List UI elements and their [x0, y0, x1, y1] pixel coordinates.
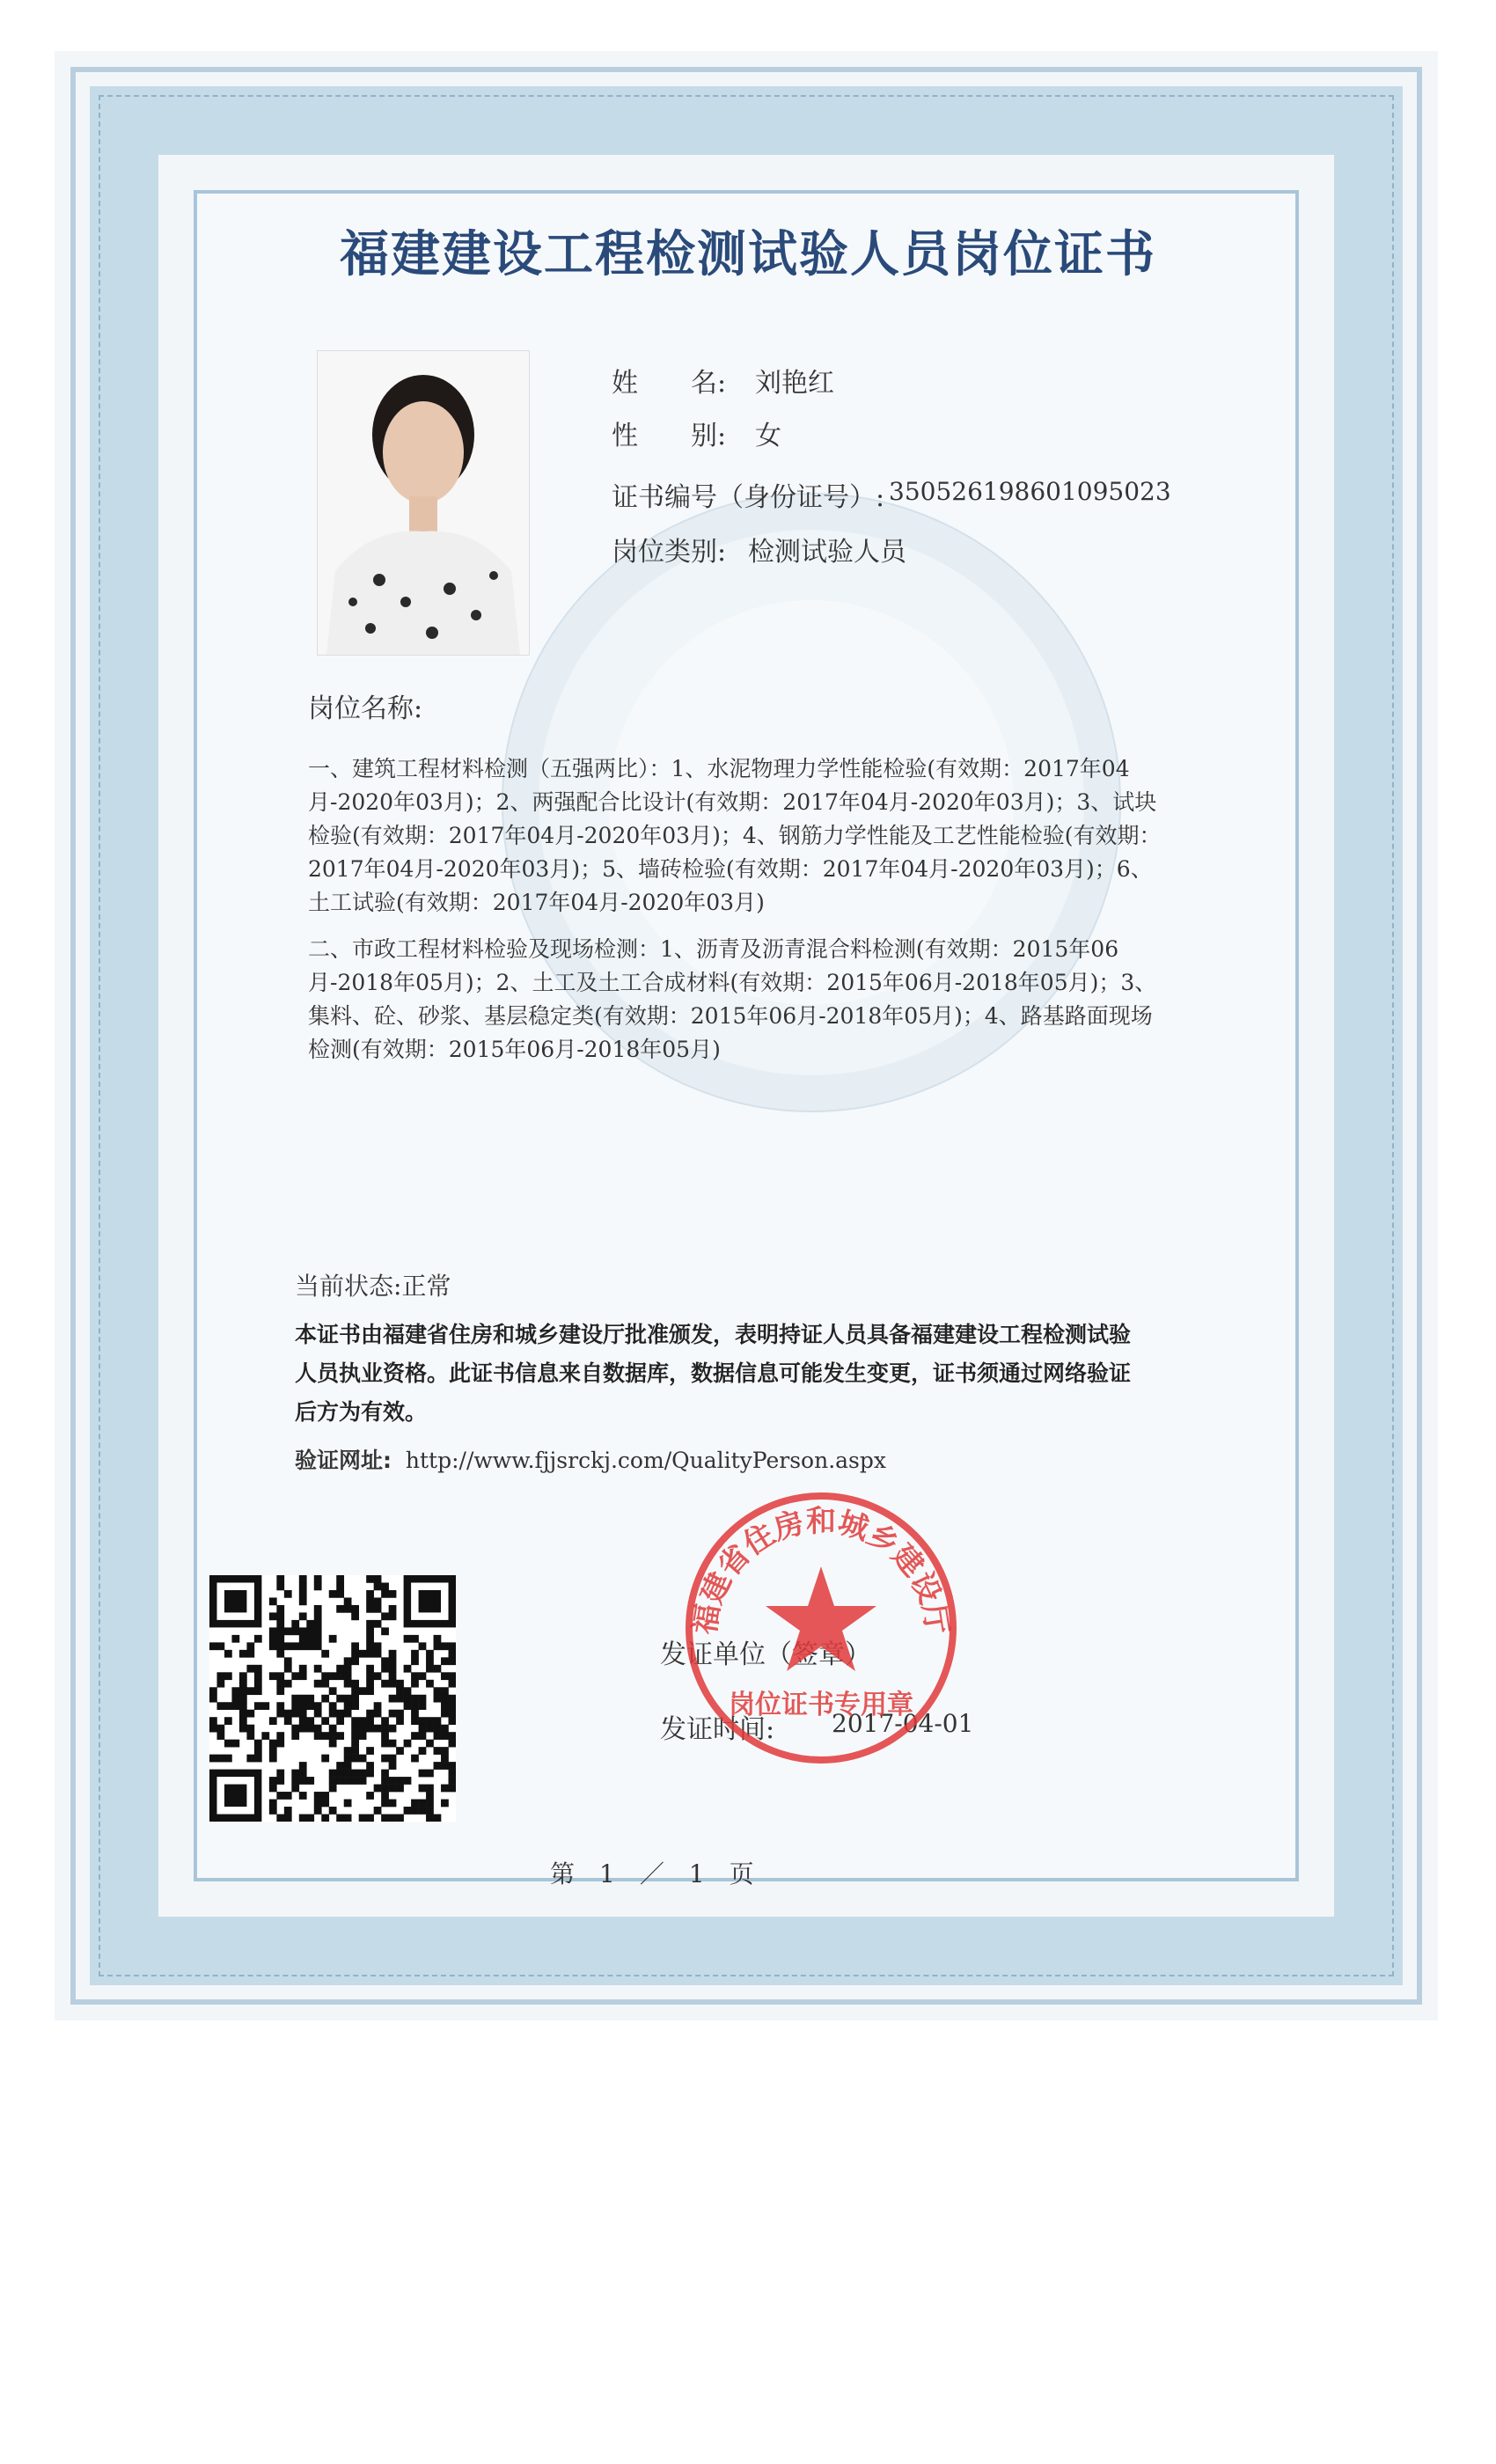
gender-label: 性 别: — [612, 421, 727, 451]
cert-no-label: 证书编号（身份证号）: — [612, 482, 885, 513]
verify-url[interactable]: http://www.fjjsrckj.com/QualityPerson.aspx — [405, 1448, 886, 1473]
page-number: 第 1 ／ 1 页 — [550, 1859, 754, 1888]
issuer-label: 发证单位（签章） — [660, 1639, 871, 1670]
gender-value: 女 — [755, 421, 781, 451]
category-value: 检测试验人员 — [748, 537, 906, 568]
certificate-title: 福建建设工程检测试验人员岗位证书 — [340, 226, 1156, 283]
verify-label: 验证网址: — [295, 1448, 392, 1473]
qr-code[interactable] — [209, 1575, 456, 1822]
certificate-notice: 本证书由福建省住房和城乡建设厅批准颁发，表明持证人员具备福建建设工程检测试验人员执业资格。此证书信息来自数据库，数据信息可能发生变更，证书须通过网络验证后方为有效。 — [295, 1322, 1132, 1425]
issue-date: 2017-04-01 — [832, 1709, 974, 1738]
official-seal — [676, 1483, 966, 1773]
cert-no-value: 350526198601095023 — [889, 477, 1171, 506]
position-title: 岗位名称: — [308, 693, 423, 724]
status-line — [295, 1267, 451, 1302]
holder-photo — [317, 350, 530, 656]
svg-text:福建省住房和城乡建设厅: 福建省住房和城乡建设厅 — [687, 1504, 955, 1637]
status-label: 当前状态: — [295, 1272, 402, 1301]
position-list-building: 一、建筑工程材料检测（五强两比）：1、水泥物理力学性能检验(有效期：2017年04月-2020年03月)；2、两强配合比设计(有效期：2017年04月-2020年03月)；3、试块检验(有效期：2017年04月-2020年03月)；4、钢筋力学性能及工艺性能检验(有效期：2017年04月-2020年03月)；5、墙砖检验(有效期：2017年04月-2020年03月)；6、土工试验(有效期：2017年04月-2020年03月) — [308, 756, 1162, 915]
name-value: 刘艳红 — [755, 368, 834, 399]
issue-date-label: 发证时间: — [660, 1714, 775, 1745]
status-value: 正常 — [401, 1272, 451, 1301]
name-label: 姓 名: — [612, 368, 727, 399]
category-label: 岗位类别: — [612, 537, 727, 568]
position-list-municipal: 二、市政工程材料检验及现场检测：1、沥青及沥青混合料检测(有效期：2015年06月-2018年05月)；2、土工及土工合成材料(有效期：2015年06月-2018年05月)；3、集料、砼、砂浆、基层稳定类(有效期：2015年06月-2018年05月)；4、路基路面现场检测(有效期：2015年06月-2018年05月) — [308, 936, 1157, 1062]
svg-text:岗位证书专用章: 岗位证书专用章 — [729, 1690, 913, 1720]
verify-line — [295, 1443, 886, 1475]
